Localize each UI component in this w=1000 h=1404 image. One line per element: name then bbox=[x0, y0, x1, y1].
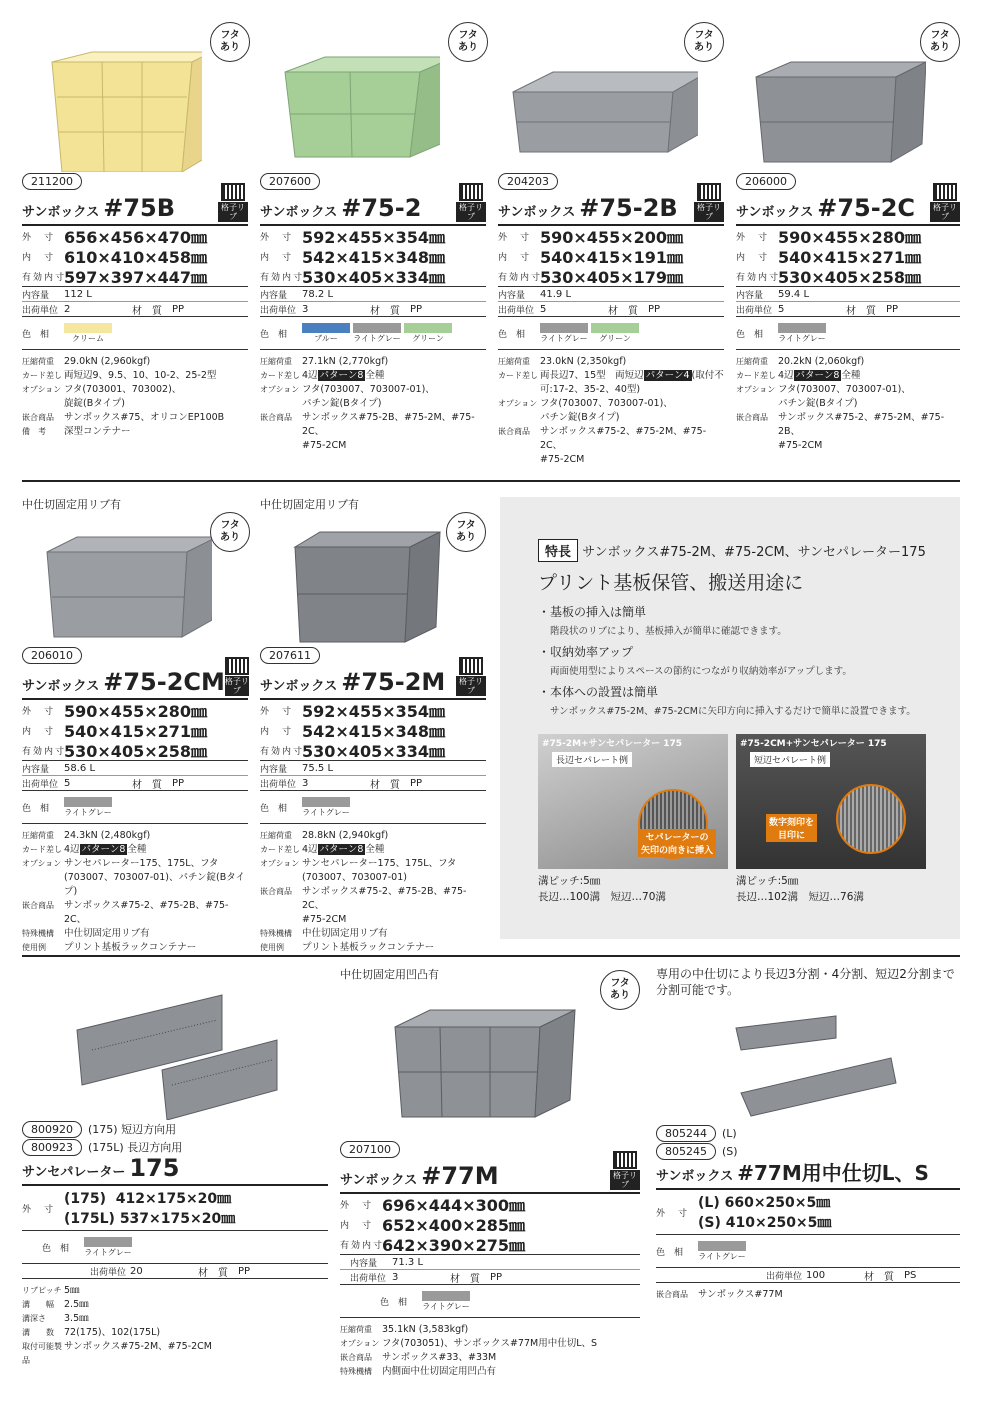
outer-dim-175: (175) 412×175×20㎜ bbox=[64, 1191, 232, 1207]
capacity: 58.6 L bbox=[64, 762, 96, 774]
outer-dim-s: (S) 410×250×5㎜ bbox=[698, 1215, 832, 1231]
feature-desc: 両面使用型によりスペースの節約につながり収納効率がアップします。 bbox=[550, 666, 852, 677]
product-name: サンボックス #75-2M bbox=[260, 668, 446, 696]
inner-dim: 610×410×458㎜ bbox=[64, 247, 208, 267]
lid-available-badge: フタ あり bbox=[448, 22, 488, 62]
color-swatch: ライトグレー bbox=[64, 797, 112, 819]
product-image bbox=[22, 970, 328, 1120]
effective-dim: 642×390×275㎜ bbox=[382, 1235, 526, 1255]
outer-dim: 592×455×354㎜ bbox=[302, 227, 446, 247]
effective-dim: 530×405×179㎜ bbox=[540, 267, 684, 287]
inner-dim: 542×415×348㎜ bbox=[302, 721, 446, 741]
product-card-77m-divider: 専用の中仕切により長辺3分割・4分割、短辺2分割まで 分割可能です。 805244 (L) 805245 (S) サンボックス #77M用中仕切L、S 外 寸 (L) 660×250×5㎜ (S) 410×250×5㎜ 色 相 ライトグレー 出荷単位 100 材 質 PS 嵌合商品 サンボックス#77M bbox=[656, 966, 960, 1302]
container-illustration bbox=[498, 22, 698, 172]
product-code: 207600 bbox=[260, 173, 320, 190]
product-name: サンボックス #77M用中仕切L、S bbox=[656, 1161, 929, 1185]
color-swatch: ライトグレー bbox=[778, 323, 826, 345]
lid-available-badge: フタ あり bbox=[684, 22, 724, 62]
inner-dim: 652×400×285㎜ bbox=[382, 1215, 526, 1235]
capacity: 112 L bbox=[64, 288, 92, 300]
capacity: 71.3 L bbox=[392, 1256, 424, 1268]
effective-dim: 530×405×258㎜ bbox=[64, 741, 208, 761]
effective-dim: 530×405×334㎜ bbox=[302, 741, 446, 761]
outer-dim: 592×455×354㎜ bbox=[302, 701, 446, 721]
groove-pitch-short: 溝ピッチ:5㎜ 長辺…102溝 短辺…76溝 bbox=[736, 875, 864, 903]
inner-dim: 542×415×348㎜ bbox=[302, 247, 446, 267]
product-name: サンボックス #75-2 bbox=[260, 194, 422, 222]
product-code: 800923 bbox=[22, 1139, 82, 1156]
color-swatch: ブルー bbox=[302, 323, 350, 345]
product-image bbox=[498, 22, 724, 172]
outer-dim-l: (L) 660×250×5㎜ bbox=[698, 1195, 831, 1211]
color-swatch: ライトグレー bbox=[302, 797, 350, 819]
separator-illustration bbox=[22, 970, 312, 1120]
outer-dim: 696×444×300㎜ bbox=[382, 1195, 526, 1215]
product-name: サンボックス #77M bbox=[340, 1162, 499, 1190]
product-image bbox=[656, 998, 960, 1124]
color-swatch: ライトグレー bbox=[698, 1241, 746, 1263]
product-name: サンボックス #75-2CM bbox=[22, 668, 225, 696]
color-swatch: ライトグレー bbox=[422, 1291, 470, 1313]
color-swatch: ライトグレー bbox=[84, 1237, 132, 1259]
feature-desc: サンボックス#75-2M、#75-2CMに矢印方向に挿入するだけで簡単に設置できます。 bbox=[550, 706, 916, 717]
container-illustration bbox=[736, 22, 926, 172]
product-code: 211200 bbox=[22, 173, 82, 190]
divider-line bbox=[22, 955, 960, 957]
container-illustration bbox=[340, 982, 580, 1140]
product-code: 805244 bbox=[656, 1125, 716, 1142]
groove-pitch-long: 溝ピッチ:5㎜ 長辺…100溝 短辺…70溝 bbox=[538, 875, 666, 903]
container-illustration bbox=[260, 512, 450, 646]
grid-rib-icon: 格子リブ bbox=[218, 183, 248, 222]
product-code: 207611 bbox=[260, 647, 320, 664]
product-card-75-2b: フタ あり 204203 サンボックス #75-2B 格子リブ 外 寸 590×455×200㎜ 内 寸 540×415×191㎜ 有効内寸 530×405×179㎜ 内容量 41.9 L 出荷単位 5 材 質 PP 色 相 ライトグレー グリーン 圧縮荷重 23.0kN (2,350kgf) カード差し 両長辺7、15型 両短辺 パターン4 (取付不 可:17-2、35-2、40型) オプション フタ(703007、703007-01)、 パチン錠(Bタイプ) 嵌合商品 サンボックス#75-2、#75-2M、#75-2C、 #75-2CM bbox=[498, 22, 724, 467]
product-image bbox=[22, 22, 248, 172]
feature-point: ・本体への設置は簡単 bbox=[538, 685, 659, 699]
lid-available-badge: フタ あり bbox=[210, 22, 250, 62]
product-name: サンボックス #75B bbox=[22, 194, 176, 222]
capacity: 41.9 L bbox=[540, 288, 572, 300]
product-code: 206010 bbox=[22, 647, 82, 664]
container-illustration bbox=[260, 22, 440, 172]
grid-rib-icon: 格子リブ bbox=[930, 183, 960, 222]
divider-illustration bbox=[656, 998, 916, 1124]
inner-dim: 540×415×271㎜ bbox=[64, 721, 208, 741]
feature-headline: プリント基板保管、搬送用途に bbox=[538, 572, 804, 594]
feature-panel bbox=[500, 497, 960, 939]
feature-point: ・収納効率アップ bbox=[538, 645, 634, 659]
product-image bbox=[22, 512, 248, 646]
product-card-75-2c: フタ あり 206000 サンボックス #75-2C 格子リブ 外 寸 590×455×280㎜ 内 寸 540×415×271㎜ 有効内寸 530×405×258㎜ 内容量 59.4 L 出荷単位 5 材 質 PP 色 相 ライトグレー 圧縮荷重 20.2kN (2,060kgf) カード差し 4辺 パターン8 全種 オプション フタ(703007、703007-01)、 パチン錠(Bタイプ) 嵌合商品 サンボックス#75-2、#75-2M、#75-2B、 #75-2CM bbox=[736, 22, 960, 453]
color-swatch: グリーン bbox=[404, 323, 452, 345]
product-image bbox=[340, 982, 640, 1140]
product-code: 800920 bbox=[22, 1121, 82, 1138]
product-code: 206000 bbox=[736, 173, 796, 190]
product-image bbox=[736, 22, 960, 172]
inner-dim: 540×415×191㎜ bbox=[540, 247, 684, 267]
subtitle: 中仕切固定用凹凸有 bbox=[340, 968, 439, 981]
grid-rib-icon: 格子リブ bbox=[610, 1151, 640, 1190]
capacity: 78.2 L bbox=[302, 288, 334, 300]
capacity: 75.5 L bbox=[302, 762, 334, 774]
color-swatch: グリーン bbox=[591, 323, 639, 345]
feature-title: サンボックス#75-2M、#75-2CM、サンセパレーター175 bbox=[582, 545, 926, 560]
divider-line bbox=[22, 480, 960, 482]
product-card-75-2m: 中仕切固定用リブ有 フタ あり 207611 サンボックス #75-2M 格子リブ 外 寸 592×455×354㎜ 内 寸 542×415×348㎜ 有効内寸 530×405×334㎜ 内容量 75.5 L 出荷単位 3 材 質 PP 色 相 ライトグレー 圧縮荷重 28.8kN (2,940kgf) カード差し 4辺 パターン8 全種 オプション サンセパレーター175、175L、フタ (703007、703007-01) 嵌合商品 サンボックス#75-2、#75-2B、#75-2C、 #75-2CM 特殊機構 中仕切固定用リブ有 使用例 プリント基板ラックコンテナー bbox=[260, 496, 486, 955]
effective-dim: 530×405×334㎜ bbox=[302, 267, 446, 287]
feature-point: ・基板の挿入は簡単 bbox=[538, 605, 647, 619]
capacity: 59.4 L bbox=[778, 288, 810, 300]
product-card-75b: フタ あり 211200 サンボックス #75B 格子リブ 外 寸 656×456×470㎜ 内 寸 610×410×458㎜ 有効内寸 597×397×447㎜ 内容量 112 L 出荷単位 2 材 質 PP 色 相 クリーム 圧縮荷重 29.0kN (2,960kgf) カード差し 両短辺9、9.5、10、10-2、25-2型 オプション フタ(703001、703002)、 旋錠(Bタイプ) 嵌合商品 サンボックス#75、オリコンEP100B 備 考 深型コンテナー bbox=[22, 22, 248, 439]
grid-rib-icon: 格子リブ bbox=[456, 183, 486, 222]
outer-dim: 590×455×280㎜ bbox=[778, 227, 922, 247]
subtitle: 中仕切固定用リブ有 bbox=[22, 498, 121, 511]
product-card-separator-175: 800920 (175) 短辺方向用 800923 (175L) 長辺方向用 サンセパレーター 175 外 寸 (175) 412×175×20㎜ (175L) 537×175×20㎜ 色 相 ライトグレー 出荷単位 20 材 質 PP リブピッチ 5㎜ 溝 幅 2.5㎜ 溝深さ 3.5㎜ 溝 数 72(175)、102(175L) 取付可能製品 サンボックス#75-2M、#75-2CM bbox=[22, 970, 328, 1368]
lid-available-badge: フタ あり bbox=[210, 512, 250, 552]
product-name: サンボックス #75-2B bbox=[498, 194, 678, 222]
subtitle: 中仕切固定用リブ有 bbox=[260, 498, 359, 511]
feature-tag: 特長 bbox=[538, 539, 578, 562]
color-swatch: ライトグレー bbox=[353, 323, 401, 345]
separator-photo-long: #75-2M+サンセパレーター 175 長辺セパレート例 セパレーターの 矢印の向きに挿入 bbox=[538, 734, 728, 869]
grid-rib-icon: 格子リブ bbox=[225, 657, 249, 696]
color-swatch: クリーム bbox=[64, 323, 112, 345]
product-card-75-2: フタ あり 207600 サンボックス #75-2 格子リブ 外 寸 592×455×354㎜ 内 寸 542×415×348㎜ 有効内寸 530×405×334㎜ 内容量 78.2 L 出荷単位 3 材 質 PP 色 相 ブルー ライトグレー グリーン 圧縮荷重 27.1kN (2,770kgf) カード差し 4辺 パターン8 全種 オプション フタ(703007、703007-01)、 パチン錠(Bタイプ) 嵌合商品 サンボックス#75-2B、#75-2M、#75-2C、 #75-2CM bbox=[260, 22, 486, 453]
effective-dim: 597×397×447㎜ bbox=[64, 267, 208, 287]
outer-dim-175l: (175L) 537×175×20㎜ bbox=[64, 1211, 236, 1227]
lid-available-badge: フタ あり bbox=[446, 512, 486, 552]
product-image bbox=[260, 22, 486, 172]
effective-dim: 530×405×258㎜ bbox=[778, 267, 922, 287]
product-code: 207100 bbox=[340, 1141, 400, 1158]
separator-photo-short: #75-2CM+サンセパレーター 175 短辺セパレート例 数字刻印を 目印に bbox=[736, 734, 926, 869]
product-card-77m: 中仕切固定用凹凸有 207100 サンボックス #77M 格子リブ 外 寸 696×444×300㎜ 内 寸 652×400×285㎜ 有効内寸 642×390×275㎜ 内容量 71.3 L 出荷単位 3 材 質 PP 色 相 ライトグレー 圧縮荷重 35.1kN (3,583kgf) オプション フタ(703051)、サンボックス#77M用中仕切L、S 嵌合商品 サンボックス#33、#33M 特殊機構 内側面中仕切固定用凹凸有 bbox=[340, 966, 640, 1379]
grid-rib-icon: 格子リブ bbox=[694, 183, 724, 222]
divider-note: 専用の中仕切により長辺3分割・4分割、短辺2分割まで 分割可能です。 bbox=[656, 967, 955, 997]
lid-available-badge: フタ あり bbox=[920, 22, 960, 62]
grid-rib-icon: 格子リブ bbox=[456, 657, 486, 696]
outer-dim: 590×455×200㎜ bbox=[540, 227, 684, 247]
outer-dim: 656×456×470㎜ bbox=[64, 227, 208, 247]
product-code: 204203 bbox=[498, 173, 558, 190]
product-card-75-2cm: 中仕切固定用リブ有 フタ あり 206010 サンボックス #75-2CM 格子リブ 外 寸 590×455×280㎜ 内 寸 540×415×271㎜ 有効内寸 530×405×258㎜ 内容量 58.6 L 出荷単位 5 材 質 PP 色 相 ライトグレー 圧縮荷重 24.3kN (2,480kgf) カード差し 4辺 パターン8 全種 オプション サンセパレーター175、175L、フタ (703007、703007-01)、パチン錠(Bタイ プ) 嵌合商品 サンボックス#75-2、#75-2B、#75-2C、 特殊機構 中仕切固定用リブ有 使用例 プリント基板ラックコンテナー bbox=[22, 498, 249, 953]
lid-available-badge: フタ あり bbox=[600, 970, 640, 1010]
container-illustration bbox=[22, 22, 202, 172]
container-illustration bbox=[22, 512, 212, 646]
product-name: サンボックス #75-2C bbox=[736, 194, 916, 222]
color-swatch: ライトグレー bbox=[540, 323, 588, 345]
outer-dim: 590×455×280㎜ bbox=[64, 701, 208, 721]
product-name: サンセパレーター 175 bbox=[22, 1154, 180, 1182]
product-code: 805245 bbox=[656, 1143, 716, 1160]
feature-desc: 階段状のリブにより、基板挿入が簡単に確認できます。 bbox=[550, 626, 787, 637]
product-image bbox=[260, 512, 486, 646]
inner-dim: 540×415×271㎜ bbox=[778, 247, 922, 267]
